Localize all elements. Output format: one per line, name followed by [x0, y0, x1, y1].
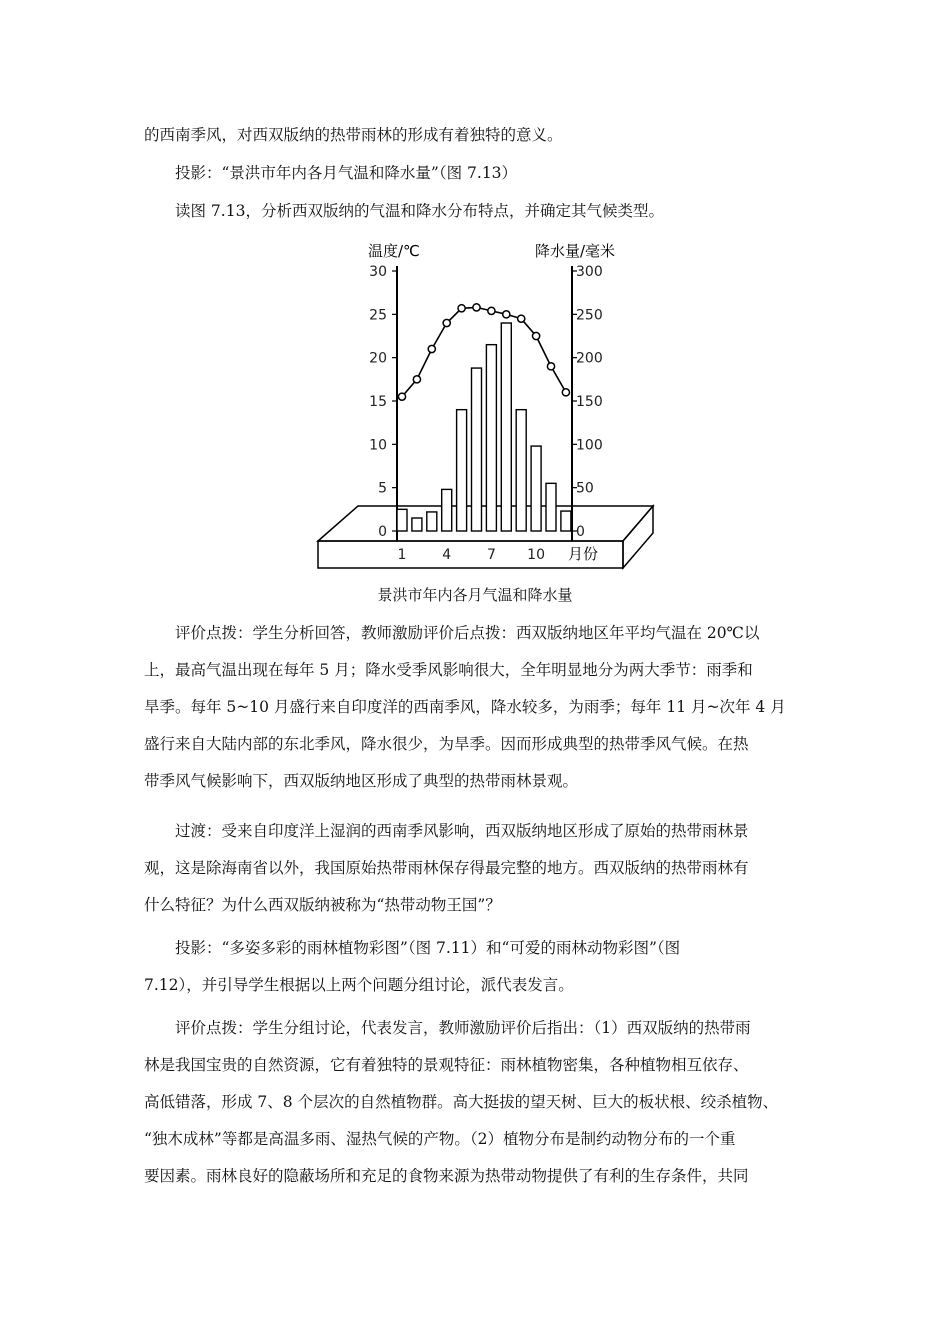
left-tick-label: 25	[369, 307, 387, 324]
precipitation-bar	[457, 410, 467, 531]
temperature-point	[398, 393, 405, 400]
paragraph-p1	[144, 155, 808, 192]
text-line: “独木成林”等都是高温多雨、湿热气候的产物。（2）植物分布是制约动物分布的一个重	[144, 1130, 736, 1148]
temperature-point	[458, 305, 465, 312]
text-line: 带季风气候影响下，西双版纳地区形成了典型的热带雨林景观。	[144, 772, 579, 790]
right-axis-title: 降水量/毫米	[535, 242, 616, 260]
right-tick-label: 150	[576, 394, 603, 410]
left-tick-label: 0	[378, 524, 387, 540]
right-tick-label: 0	[576, 524, 585, 540]
temperature-point	[533, 332, 540, 339]
text-line: 读图 7.13，分析西双版纳的气温和降水分布特点，并确定其气候类型。	[175, 202, 664, 220]
text-line: 林是我国宝贵的自然资源，它有着独特的景观特征：雨林植物密集，各种植物相互依存、	[144, 1056, 749, 1074]
text-line: 观，这是除海南省以外，我国原始热带雨林保存得最完整的地方。西双版纳的热带雨林有	[144, 859, 749, 877]
left-axis-title: 温度/℃	[368, 242, 420, 260]
text-line: 投影：“景洪市年内各月气温和降水量”（图 7.13）	[175, 164, 518, 182]
x-tick-label: 10	[527, 547, 546, 563]
precipitation-bar	[472, 368, 482, 531]
right-tick-label: 100	[576, 437, 603, 454]
text-line: 7.12），并引导学生根据以上两个问题分组讨论，派代表发言。	[144, 976, 574, 994]
paragraph-p5	[144, 930, 808, 1004]
text-line: 投影：“多姿多彩的雨林植物彩图”（图 7.11）和“可爱的雨林动物彩图”（图	[175, 939, 681, 957]
temperature-line	[402, 307, 566, 396]
right-tick-label: 300	[576, 264, 603, 280]
temperature-point	[518, 315, 525, 322]
text-line: 旱季。每年 5~10 月盛行来自印度洋的西南季风，降水较多，为雨季；每年 11 月~次年 4 月	[144, 698, 786, 716]
text-line: 什么特征？为什么西双版纳被称为“热带动物王国”？	[144, 896, 501, 914]
precipitation-bar	[546, 483, 556, 531]
left-tick-label: 15	[369, 394, 387, 410]
right-tick-label: 200	[576, 350, 603, 367]
temperature-point	[473, 304, 480, 311]
left-tick-label: 20	[369, 350, 387, 367]
left-tick-label: 30	[369, 264, 387, 280]
x-tick-label: 7	[486, 547, 496, 563]
temperature-point	[562, 389, 569, 396]
x-tick-label: 4	[442, 547, 452, 563]
text-line: 上，最高气温出现在每年 5 月；降水受季风影响很大，全年明显地分为两大季节：雨季和	[144, 661, 753, 679]
text-line: 评价点拨：学生分组讨论，代表发言，教师激励评价后指出：（1）西双版纳的热带雨	[175, 1019, 751, 1037]
temperature-point	[503, 311, 510, 318]
paragraph-p4	[144, 813, 808, 924]
precipitation-bar	[486, 345, 496, 531]
precipitation-bar	[501, 323, 511, 531]
x-tick-label: 1	[397, 547, 407, 563]
precipitation-bar	[531, 446, 541, 531]
precipitation-bar	[427, 512, 437, 531]
figure-caption: 景洪市年内各月气温和降水量	[377, 586, 573, 604]
temperature-point	[488, 307, 495, 314]
temperature-point	[547, 363, 554, 370]
left-tick-label: 10	[369, 437, 387, 454]
text-line: 高低错落，形成 7、8 个层次的自然植物群。高大挺拔的望天树、巨大的板状根、绞杀植物、	[144, 1093, 779, 1111]
text-line: 过渡：受来自印度洋上湿润的西南季风影响，西双版纳地区形成了原始的热带雨林景	[175, 822, 749, 840]
right-tick-label: 50	[576, 480, 594, 497]
temperature-point	[413, 376, 420, 383]
precipitation-bar	[561, 511, 571, 531]
chart-base-top	[318, 506, 653, 541]
text-line: 评价点拨：学生分析回答，教师激励评价后点拨：西双版纳地区年平均气温在 20℃以	[175, 624, 760, 642]
precipitation-bar	[397, 509, 407, 531]
x-axis-title: 月份	[568, 545, 599, 563]
text-line: 要因素。雨林良好的隐蔽场所和充足的食物来源为热带动物提供了有利的生存条件，共同	[144, 1167, 749, 1185]
climate-chart	[310, 236, 660, 578]
right-tick-label: 250	[576, 307, 603, 324]
temperature-point	[443, 319, 450, 326]
temperature-point	[428, 345, 435, 352]
paragraph-p3	[144, 615, 808, 800]
precipitation-bar	[516, 410, 526, 531]
paragraph-p0	[144, 117, 808, 154]
text-line: 盛行来自大陆内部的东北季风，降水很少，为旱季。因而形成典型的热带季风气候。在热	[144, 735, 749, 753]
paragraph-p6	[144, 1010, 808, 1195]
precipitation-bar	[412, 518, 422, 531]
text-line: 的西南季风，对西双版纳的热带雨林的形成有着独特的意义。	[144, 126, 563, 144]
precipitation-bar	[442, 489, 452, 531]
left-tick-label: 5	[378, 480, 387, 497]
paragraph-p2	[144, 193, 808, 230]
chart-base-side	[623, 506, 653, 568]
